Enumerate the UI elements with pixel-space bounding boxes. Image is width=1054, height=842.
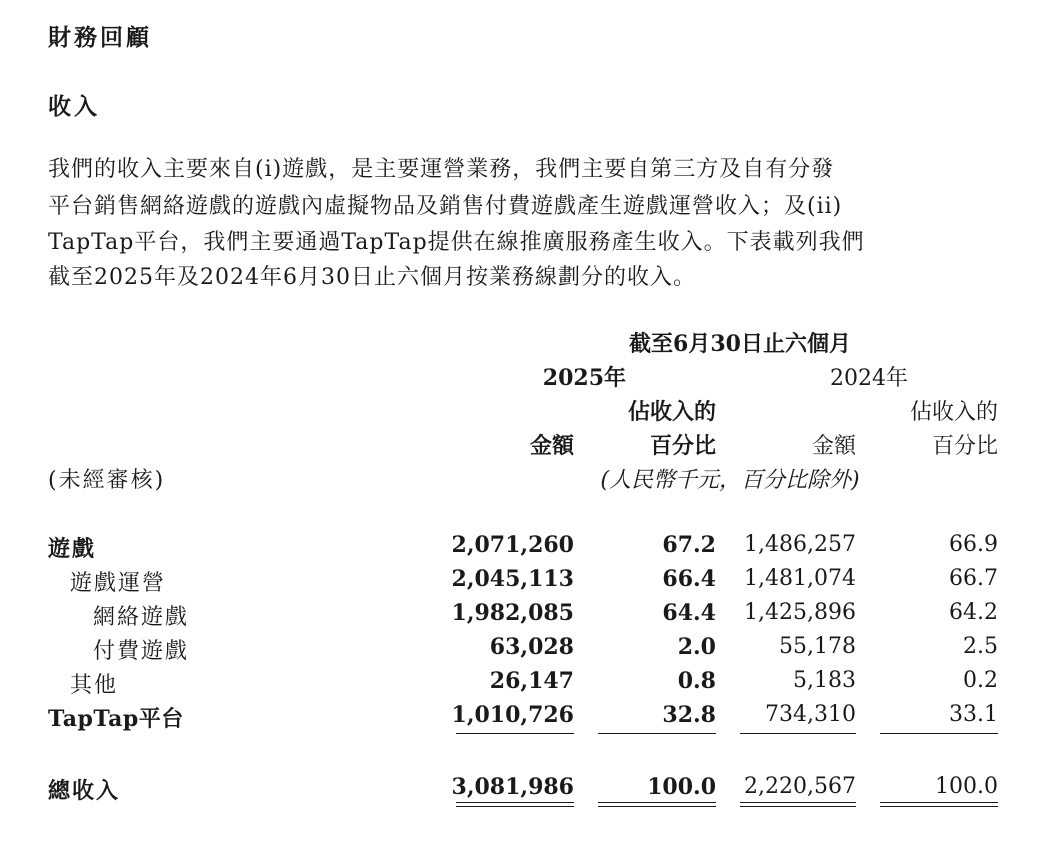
pct-2025-cell: 0.8 [677,668,716,694]
amount-2024-cell: 1,481,074 [744,566,856,591]
amount-2025-cell: 63,028 [489,634,574,660]
amount-2025-cell: 1,010,726 [451,702,574,728]
pct-2024-cell: 33.1 [949,702,998,727]
total-double-rule [880,802,998,807]
total-double-rule [598,802,716,807]
row-label: 遊戲 [48,536,97,562]
amount-2024-cell: 1,486,257 [744,532,856,557]
pct-2024-cell: 64.2 [949,600,998,625]
row-label: 遊戲運營 [70,571,167,596]
intro-line: 平台銷售網絡遊戲的遊戲內虛擬物品及銷售付費遊戲產生遊戲運營收入；及(ii) [48,194,843,219]
pct-header-2025-line1: 佔收入的 [627,399,716,425]
pct-header-2024-line2: 百分比 [931,434,998,459]
row-label: 付費遊戲 [93,639,190,664]
pct-2025-cell: 66.4 [662,566,716,592]
subtotal-rule [740,733,856,734]
total-pct-2024: 100.0 [935,774,998,799]
year-2025-header: 2025年 [542,365,626,391]
row-label: TapTap平台 [48,706,184,732]
amount-2025-cell: 26,147 [489,668,574,694]
total-amount-2025: 3,081,986 [451,774,574,800]
intro-line: TapTap平台，我們主要通過TapTap提供在線推廣服務產生收入。下表載列我們 [48,230,865,255]
total-double-rule [740,802,856,807]
pct-2024-cell: 66.7 [949,566,998,591]
year-2024-header: 2024年 [830,366,908,391]
total-amount-2024: 2,220,567 [744,774,856,799]
row-label: 其他 [70,673,119,698]
intro-line: 我們的收入主要來自(i)遊戲，是主要運營業務，我們主要自第三方及自有分發 [48,157,835,182]
amount-2024-cell: 734,310 [765,702,856,727]
amount-2025-cell: 2,071,260 [451,532,574,558]
units-note: (人民幣千元，百分比除外) [600,468,860,493]
subsection-title: 收入 [48,94,100,120]
amount-2025-cell: 2,045,113 [451,566,574,592]
pct-2025-cell: 32.8 [662,702,716,728]
pct-header-2025-line2: 百分比 [649,433,716,459]
subtotal-rule [456,733,574,734]
pct-2025-cell: 67.2 [662,532,716,558]
pct-2024-cell: 66.9 [949,532,998,557]
amount-2024-cell: 5,183 [793,668,856,693]
amount-2025-cell: 1,982,085 [451,600,574,626]
amount-header-2025: 金額 [529,433,574,459]
subtotal-rule [598,733,716,734]
amount-header-2024: 金額 [811,434,856,459]
row-label: 網絡遊戲 [93,605,190,630]
total-double-rule [456,802,574,807]
total-pct-2025: 100.0 [647,774,716,800]
total-label: 總收入 [48,778,121,804]
period-header: 截至6月30日止六個月 [629,331,851,357]
pct-2024-cell: 0.2 [963,668,998,693]
amount-2024-cell: 1,425,896 [744,600,856,625]
pct-header-2024-line1: 佔收入的 [909,400,998,425]
pct-2025-cell: 2.0 [677,634,716,660]
unaudited-label: (未經審核) [48,468,166,493]
amount-2024-cell: 55,178 [779,634,856,659]
section-title: 財務回顧 [48,25,152,51]
subtotal-rule [880,733,998,734]
pct-2025-cell: 64.4 [662,600,716,626]
intro-line: 截至2025年及2024年6月30日止六個月按業務線劃分的收入。 [48,265,696,290]
pct-2024-cell: 2.5 [963,634,998,659]
